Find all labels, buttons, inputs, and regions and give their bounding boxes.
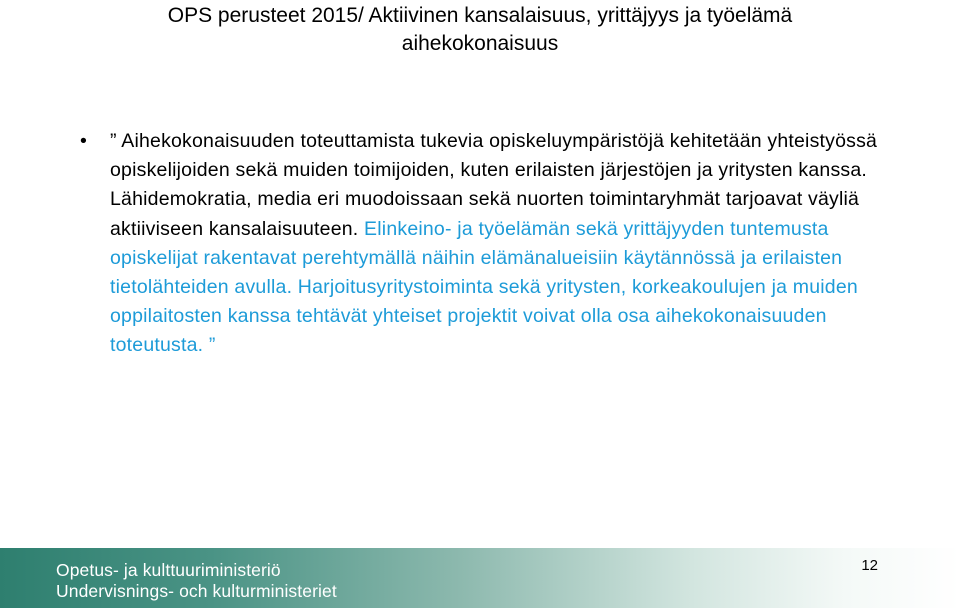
slide-title xyxy=(0,2,960,58)
closing-quote: ” xyxy=(203,334,216,357)
footer-ministry-finnish: Opetus- ja kulttuuriministeriö xyxy=(56,560,281,580)
bullet-text-black: ” Aihekokonaisuuden toteuttamista tukevia opiskeluympäristöjä kehitetään yhteistyössä opiskelijoiden sekä muiden toimijoiden, kuten erilaisten järjestöjen ja yritysten kanssa. Lähidemokratia, media eri muodoissaan sekä nuorten toimintaryhmät tarjoavat väyliä aktiiviseen kansalaisuuteen. xyxy=(110,130,878,240)
slide-title-line-2: aihekokonaisuus xyxy=(401,32,559,55)
bullet-item xyxy=(80,127,910,361)
slide-title-line-1: OPS perusteet 2015/ Aktiivinen kansalaisuus, yrittäjyys ja työelämä xyxy=(167,4,793,27)
bullet-text-blue: Elinkeino- ja työelämän sekä yrittäjyyden tuntemusta opiskelijat rakentavat perehtymällä näihin elämänalueisiin käytännössä ja erilaisten tietolähteiden avulla. Harjoitusyritystoiminta sekä yritysten, korkeakoulujen ja muiden oppilaitosten kanssa tehtävät yhteiset projektit voivat olla osa aihekokonaisuuden toteutusta. xyxy=(110,217,858,357)
footer-ministry-swedish: Undervisnings- och kulturministeriet xyxy=(56,581,337,601)
footer-bar xyxy=(0,548,960,608)
slide-content xyxy=(80,127,910,361)
page-number: 12 xyxy=(861,557,878,574)
bullet-icon: • xyxy=(80,130,88,152)
